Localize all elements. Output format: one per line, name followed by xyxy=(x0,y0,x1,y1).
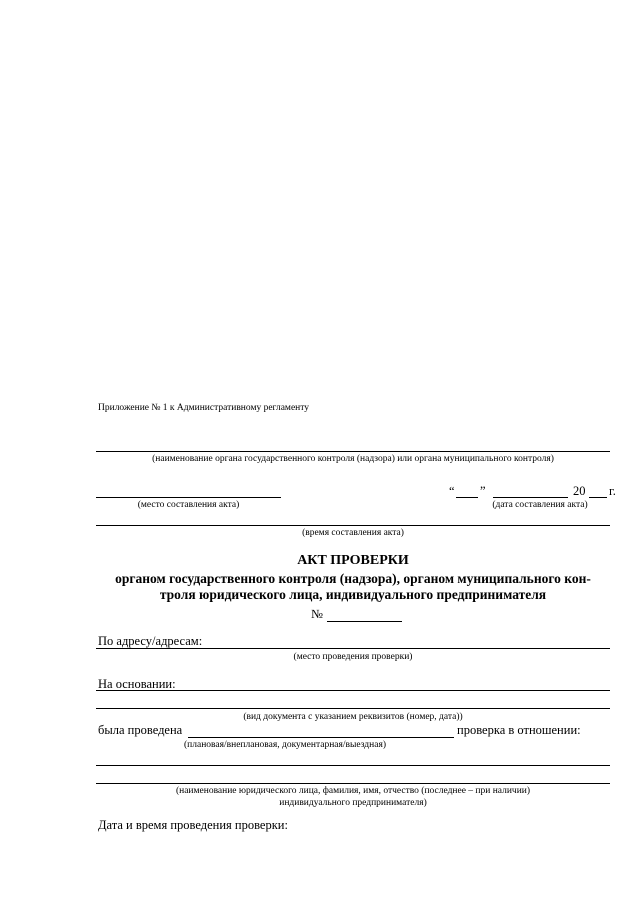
number-line[interactable] xyxy=(327,621,402,622)
place-line[interactable] xyxy=(96,497,281,498)
date-close-quote: ” xyxy=(480,484,486,498)
inspection-type-line[interactable] xyxy=(188,737,454,738)
basis-line-1[interactable] xyxy=(96,690,610,691)
date-day-line[interactable] xyxy=(456,497,478,498)
entity-caption-line-1: (наименование юридического лица, фамилия, имя, отчество (последнее – при наличии) xyxy=(175,786,531,796)
address-line[interactable] xyxy=(96,648,610,649)
datetime-label: Дата и время проведения проверки: xyxy=(98,818,288,832)
date-year-prefix: 20 xyxy=(573,484,586,498)
date-year-line[interactable] xyxy=(589,497,607,498)
date-caption: (дата составления акта) xyxy=(492,500,588,510)
subtitle-line-1: органом государственного контроля (надзора), органом муниципального кон- xyxy=(115,571,591,586)
date-year-suffix: г. xyxy=(609,484,616,498)
time-caption: (время составления акта) xyxy=(302,528,404,538)
subtitle-line-2: троля юридического лица, индивидуального предпринимателя xyxy=(159,587,547,602)
authority-line[interactable] xyxy=(96,451,610,452)
address-label: По адресу/адресам: xyxy=(98,634,203,648)
document-title: АКТ ПРОВЕРКИ xyxy=(297,553,409,568)
basis-line-2[interactable] xyxy=(96,708,610,709)
date-open-quote: “ xyxy=(449,484,455,498)
date-month-line[interactable] xyxy=(493,497,568,498)
authority-caption: (наименование органа государственного контроля (надзора) или органа муниципального контроля) xyxy=(152,454,554,464)
entity-line-2[interactable] xyxy=(96,783,610,784)
entity-line-1[interactable] xyxy=(96,765,610,766)
time-line[interactable] xyxy=(96,525,610,526)
place-caption: (место составления акта) xyxy=(137,500,240,510)
basis-caption: (вид документа с указанием реквизитов (номер, дата)) xyxy=(243,712,463,722)
address-caption: (место проведения проверки) xyxy=(293,652,413,662)
inspection-type-caption: (плановая/внеплановая, документарная/выездная) xyxy=(184,740,386,750)
appendix-note: Приложение № 1 к Административному регламенту xyxy=(98,403,310,413)
conducted-label: была проведена xyxy=(98,723,183,737)
number-sign: № xyxy=(311,607,323,621)
entity-caption-line-2: индивидуального предпринимателя) xyxy=(279,798,427,808)
inspection-regarding-label: проверка в отношении: xyxy=(457,723,581,737)
basis-label: На основании: xyxy=(98,677,176,691)
